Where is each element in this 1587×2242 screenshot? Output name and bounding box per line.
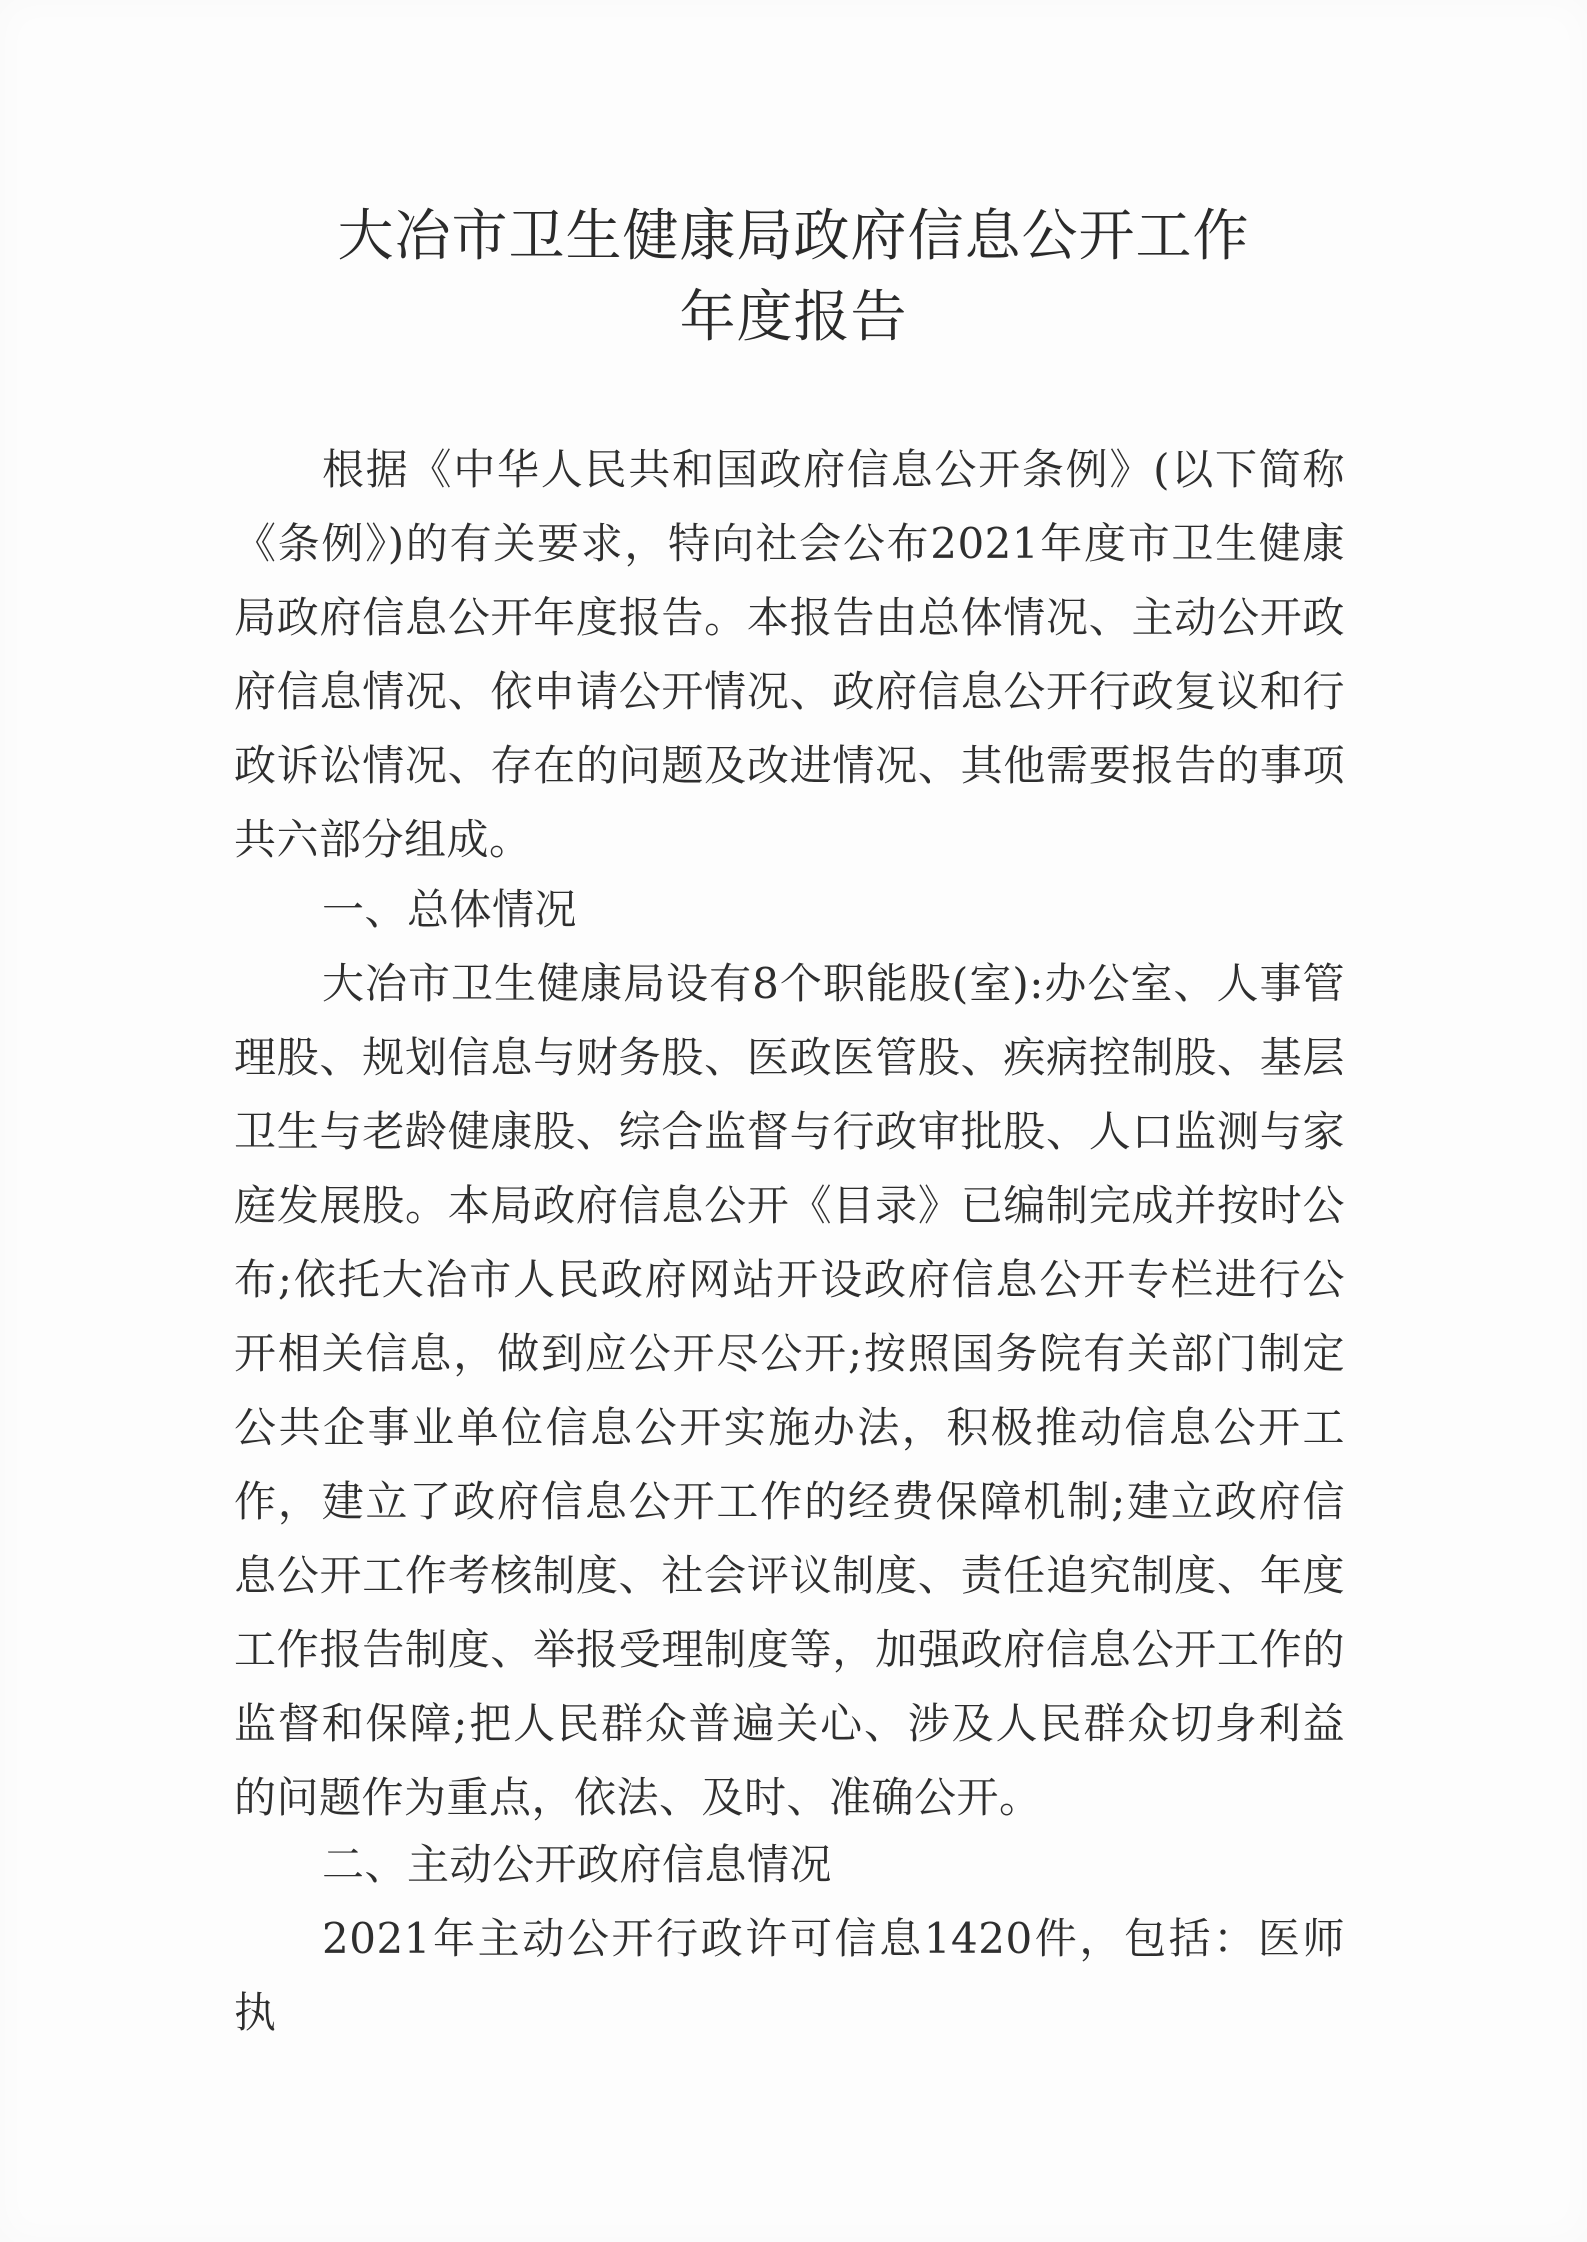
section-heading-proactive-disclosure: 二、主动公开政府信息情况 xyxy=(322,1840,833,1889)
overview-paragraph: 大冶市卫生健康局设有8个职能股(室):办公室、人事管理股、规划信息与财务股、医政医管股、疾病控制股、基层卫生与老龄健康股、综合监督与行政审批股、人口监测与家庭发展股。本局政府信息公开《目录》已编制完成并按时公布;依托大冶市人民政府网站开设政府信息公开专栏进行公开相关信息，做到应公开尽公开;按照国务院有关部门制定公共企事业单位信息公开实施办法，积极推动信息公开工作，建立了政府信息公开工作的经费保障机制;建立政府信息公开工作考核制度、社会评议制度、责任追究制度、年度工作报告制度、举报受理制度等，加强政府信息公开工作的监督和保障;把人民群众普遍关心、涉及人民群众切身利益的问题作为重点，依法、及时、准确公开。 xyxy=(234,959,1345,1822)
proactive-disclosure-paragraph: 2021年主动公开行政许可信息1420件，包括：医师执 xyxy=(234,1914,1345,2037)
intro-paragraph: 根据《中华人民共和国政府信息公开条例》(以下简称《条例》)的有关要求，特向社会公布2021年度市卫生健康局政府信息公开年度报告。本报告由总体情况、主动公开政府信息情况、依申请公开情况、政府信息公开行政复议和行政诉讼情况、存在的问题及改进情况、其他需要报告的事项共六部分组成。 xyxy=(234,445,1345,864)
section-heading-overview: 一、总体情况 xyxy=(322,885,578,934)
document-title-line-1: 大冶市卫生健康局政府信息公开工作 xyxy=(337,204,1250,269)
document-title-line-2: 年度报告 xyxy=(679,285,908,350)
